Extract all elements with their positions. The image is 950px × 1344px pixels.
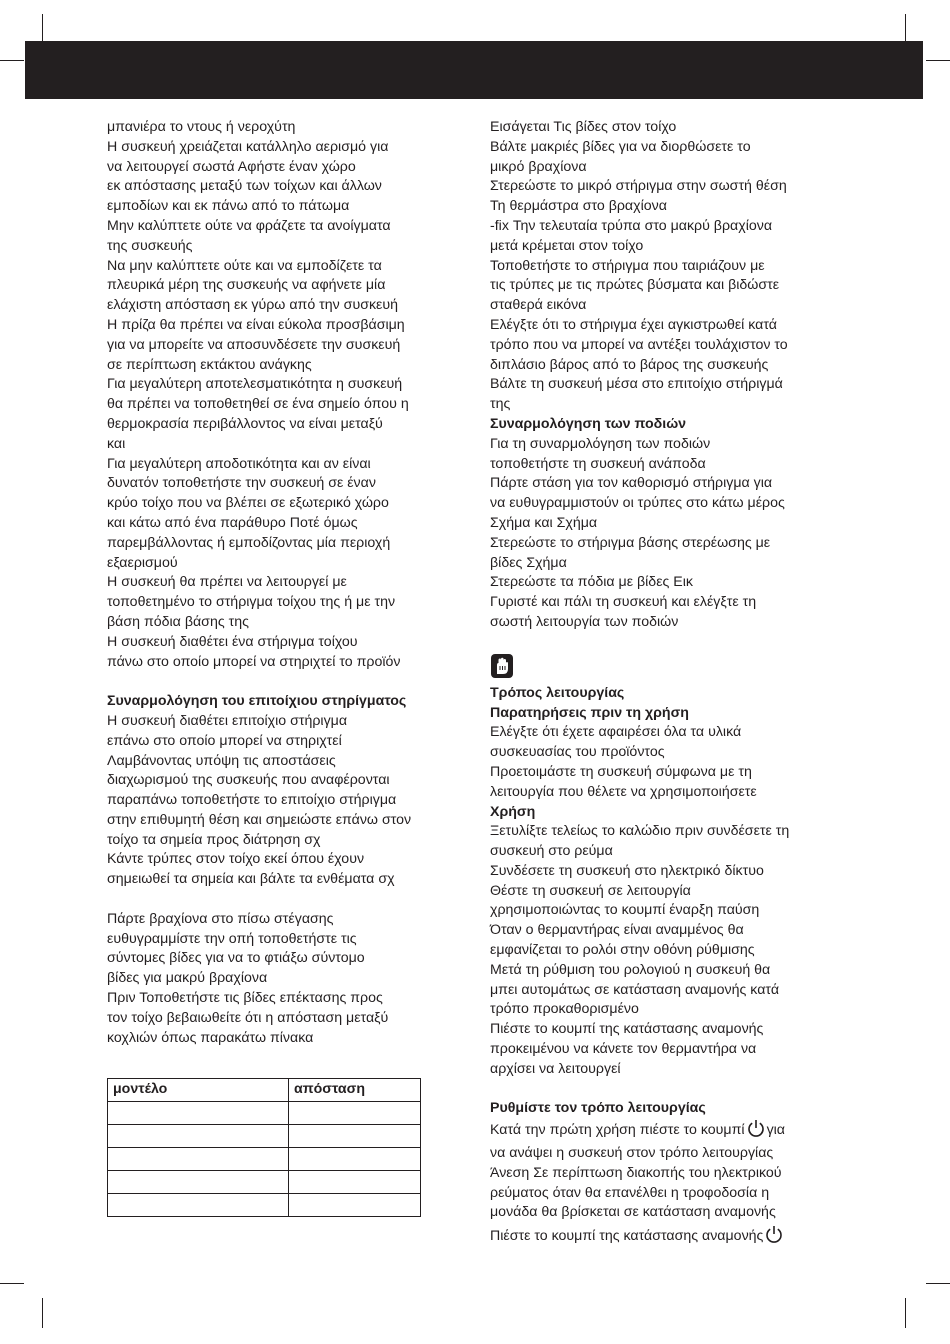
- text-line: παραπάνω τοποθετήστε το επιτοίχιο στήριγμα: [107, 792, 397, 809]
- text-line: Ελέγξτε ότι το στήριγμα έχει αγκιστρωθεί κατά: [490, 316, 777, 333]
- text-line: σύντομες βίδες για να το φτιάξω σύντομο: [107, 950, 365, 967]
- distance-table: [107, 1078, 421, 1217]
- text-line: τον τοίχο βεβαιωθείτε ότι η απόσταση μεταξύ: [107, 1009, 389, 1026]
- text-line: Γυριστέ και πάλι τη συσκευή και ελέγξτε τη: [490, 594, 757, 611]
- text-line: συσκευή στο ρεύμα: [490, 843, 613, 860]
- text-line: παρεμβάλλοντας ή εμποδίζοντας μία περιοχή: [107, 534, 391, 551]
- text-line: εκ απόστασης μεταξύ των τοίχων και άλλων: [107, 178, 382, 195]
- bracket-text: [490, 118, 852, 415]
- text-line: Προετοιμάστε τη συσκευή σύμφωνα με τη: [490, 763, 752, 780]
- power-icon: [747, 1119, 765, 1144]
- table-cell: [289, 1102, 421, 1125]
- text-line: Ελέγξτε ότι έχετε αφαιρέσει όλα τα υλικά: [490, 724, 742, 741]
- text-line: και κάτω από ένα παράθυρο Ποτέ όμως: [107, 514, 358, 531]
- feet-heading: Συναρμολόγηση των ποδιών: [490, 415, 687, 432]
- notes-heading: Παρατηρήσεις πριν τη χρήση: [490, 704, 689, 721]
- notes-text: [490, 723, 852, 802]
- text-line: Σχήμα και Σχήμα: [490, 514, 598, 531]
- use-text: [490, 822, 852, 1079]
- text-line: Πιέστε το κουμπί της κατάστασης αναμονής: [490, 1021, 764, 1038]
- text-line: Η συσκευή θα πρέπει να λειτουργεί με: [107, 574, 347, 591]
- table-cell: [108, 1125, 289, 1148]
- text-line: Μετά τη ρύθμιση του ρολογιού η συσκευή θα: [490, 961, 771, 978]
- text-line: Η συσκευή χρειάζεται κατάλληλο αερισμό για: [107, 138, 389, 155]
- text-line: Στερεώστε το μικρό στήριγμα στην σωστή θέση: [490, 178, 787, 195]
- text-line: μπανιέρα το ντους ή νεροχύτη: [107, 119, 296, 135]
- text-line: Βάλτε τη συσκευή μέσα στο επιτοίχιο στήριγμά: [490, 376, 783, 393]
- left-column: [107, 118, 467, 1217]
- text-line: Τη θερμάστρα στο βραχίονα: [490, 198, 667, 215]
- table-header-row: [108, 1079, 421, 1102]
- table-cell: [108, 1102, 289, 1125]
- text-line: θα πρέπει να τοποθετηθεί σε ένα σημείο όπου η: [107, 396, 409, 413]
- text-line: Μην καλύπτετε ούτε να φράζετε τα ανοίγματα: [107, 217, 391, 234]
- text-line: εμφανίζεται το ρολόι στην οθόνη ρύθμισης: [490, 942, 755, 959]
- text-line: -fix Την τελευταία τρύπα στο μακρύ βραχίονα: [490, 217, 773, 234]
- table-header-distance: απόσταση: [289, 1079, 421, 1102]
- crop-mark: [905, 1298, 906, 1328]
- spacer: [107, 890, 467, 910]
- text-line: και: [107, 435, 126, 452]
- text-line: Κάντε τρύπες στον τοίχο εκεί όπου έχουν: [107, 851, 365, 868]
- left-intro-text: [107, 118, 467, 672]
- text-line: Βάλτε μακριές βίδες για να διορθώσετε το: [490, 138, 751, 155]
- mode-first-text: Κατά την πρώτη χρήση πιέστε το κουμπί: [490, 1122, 745, 1139]
- text-line: Στερεώστε το στήριγμα βάσης στερέωσης με: [490, 534, 771, 551]
- table-cell: [289, 1194, 421, 1217]
- text-line: Για μεγαλύτερη αποδοτικότητα και αν είναι: [107, 455, 371, 472]
- mode-first-suffix: για: [766, 1122, 786, 1139]
- power-icon: [765, 1225, 783, 1250]
- text-line: να ανάψει η συσκευή στον τρόπο λειτουργίας: [490, 1145, 774, 1162]
- text-line: σε περίπτωση εκτάκτου ανάγκης: [107, 356, 312, 373]
- table-row: [108, 1194, 421, 1217]
- operation-heading: Τρόπος λειτουργίας: [490, 684, 625, 701]
- table-row: [108, 1148, 421, 1171]
- text-line: τρόπο που να μπορεί να αντέξει τουλάχιστον το: [490, 336, 788, 353]
- text-line: Λαμβάνοντας υπόψη τις αποστάσεις: [107, 752, 336, 769]
- text-line: Ξετυλίξτε τελείως το καλώδιο πριν συνδέσετε τη: [490, 823, 790, 840]
- text-line: επάνω στο οποίο μπορεί να στηριχτεί: [107, 732, 342, 749]
- text-line: Για μεγαλύτερη αποτελεσματικότητα η συσκευή: [107, 376, 403, 393]
- text-line: διπλάσιο βάρος από το βάρος της συσκευής: [490, 356, 769, 373]
- text-line: Πριν Τοποθετήστε τις βίδες επέκτασης προς: [107, 990, 383, 1007]
- text-line: βίδες για μακρύ βραχίονα: [107, 970, 268, 987]
- text-line: συσκευασίας του προϊόντος: [490, 744, 665, 761]
- standby-line: [490, 1225, 852, 1250]
- text-line: ευθυγραμμίστε την οπή τοποθετήστε τις: [107, 930, 357, 947]
- text-line: μονάδα θα βρίσκεται σε κατάσταση αναμονής: [490, 1204, 776, 1221]
- mode-first-line: [490, 1119, 852, 1144]
- text-line: σημειωθεί τα σημεία και βάλτε τα ενθέματα σχ: [107, 871, 395, 888]
- text-line: Άνεση Σε περίπτωση διακοπής του ηλεκτρικού: [490, 1164, 782, 1181]
- text-line: Θέστε τη συσκευή σε λειτουργία: [490, 882, 691, 899]
- text-line: κοχλιών όπως παρακάτω πίνακα: [107, 1029, 314, 1046]
- text-line: Η συσκευή διαθέτει επιτοίχιο στήριγμα: [107, 712, 348, 729]
- text-line: Η πρίζα θα πρέπει να είναι εύκολα προσβάσιμη: [107, 316, 405, 333]
- text-line: πάνω στο οποίο μπορεί να στηριχτεί το προϊόν: [107, 653, 401, 670]
- text-line: για να μπορείτε να αποσυνδέσετε την συσκευή: [107, 336, 401, 353]
- text-line: τοίχο τα σημεία προς διάτρηση σχ: [107, 831, 321, 848]
- text-line: Η συσκευή διαθέτει ένα στήριγμα τοίχου: [107, 633, 358, 650]
- table-cell: [108, 1171, 289, 1194]
- table-cell: [289, 1171, 421, 1194]
- spacer: [107, 1048, 467, 1068]
- text-line: να λειτουργεί σωστά Αφήστε έναν χώρο: [107, 158, 356, 175]
- right-column: [490, 118, 852, 1250]
- text-line: Πάρτε βραχίονα στο πίσω στέγασης: [107, 910, 334, 927]
- text-line: βάση πόδια βάσης της: [107, 613, 249, 630]
- crop-mark: [42, 14, 43, 44]
- table-header-model: μοντέλο: [108, 1079, 289, 1102]
- text-line: στην επιθυμητή θέση και σημειώστε επάνω στον: [107, 811, 412, 828]
- text-line: μικρό βραχίονα: [490, 158, 587, 175]
- standby-text: Πιέστε το κουμπί της κατάστασης αναμονής: [490, 1228, 764, 1245]
- text-line: λειτουργία που θέλετε να χρησιμοποιήσετε: [490, 783, 757, 800]
- crop-mark: [0, 1283, 24, 1284]
- table-cell: [108, 1148, 289, 1171]
- text-line: Όταν ο θερμαντήρας είναι αναμμένος θα: [490, 922, 744, 939]
- text-line: κρύο τοίχο που να βλέπει σε εξωτερικό χώρο: [107, 495, 389, 512]
- text-line: Να μην καλύπτετε ούτε και να εμποδίζετε τα: [107, 257, 382, 274]
- mode-text: [490, 1144, 852, 1223]
- table-row: [108, 1102, 421, 1125]
- header-bar: [25, 41, 923, 99]
- text-line: τρόπο προκαθορισμένο: [490, 1001, 639, 1018]
- text-line: της: [490, 396, 511, 413]
- table-cell: [289, 1148, 421, 1171]
- text-line: θερμοκρασία περιβάλλοντος να είναι μεταξύ: [107, 415, 383, 432]
- table-row: [108, 1125, 421, 1148]
- text-line: χρησιμοποιώντας το κουμπί έναρξη παύση: [490, 902, 760, 919]
- spacer: [490, 1080, 852, 1100]
- text-line: αρχίσει να λειτουργεί: [490, 1060, 621, 1077]
- text-line: μπει αυτομάτως σε κατάσταση αναμονής κατά: [490, 981, 780, 998]
- feet-text: [490, 435, 852, 633]
- mount-text: [107, 712, 467, 890]
- spacer: [490, 633, 852, 652]
- text-line: Πάρτε στάση για τον καθορισμό στήριγμα για: [490, 475, 773, 492]
- text-line: ελάχιστη απόσταση εκ γύρω από την συσκευή: [107, 297, 399, 314]
- text-line: τις τρύπες με τις πρώτες βύσματα και βιδώστε: [490, 277, 780, 294]
- spacer: [107, 672, 467, 692]
- table-cell: [289, 1125, 421, 1148]
- text-line: τοποθετημένο το στήριγμα τοίχου της ή με την: [107, 594, 396, 611]
- text-line: προκειμένου να κάνετε τον θερμαντήρα να: [490, 1041, 757, 1058]
- mount-text-2: [107, 910, 467, 1049]
- crop-mark: [926, 1283, 950, 1284]
- mount-heading: Συναρμολόγηση του επιτοίχιου στηρίγματος: [107, 693, 407, 710]
- text-line: τοποθετήστε τη συσκευή ανάποδα: [490, 455, 706, 472]
- text-line: Στερεώστε τα πόδια με βίδες Εικ: [490, 574, 694, 591]
- text-line: διαχωρισμού της συσκευής που αναφέρονται: [107, 772, 390, 789]
- text-line: εμποδίων και εκ πάνω από το πάτωμα: [107, 198, 350, 215]
- table-cell: [108, 1194, 289, 1217]
- crop-mark: [926, 60, 950, 61]
- text-line: δυνατόν τοποθετήστε την συσκευή σε έναν: [107, 475, 376, 492]
- text-line: μετά κρέμεται στον τοίχο: [490, 237, 644, 254]
- text-line: σταθερά εικόνα: [490, 297, 587, 314]
- text-line: πλευρικά μέρη της συσκευής να αφήνετε μία: [107, 277, 386, 294]
- text-line: Εισάγεται Τις βίδες στον τοίχο: [490, 119, 677, 135]
- crop-mark: [42, 1298, 43, 1328]
- text-line: ρεύματος όταν θα επανέλθει η τροφοδοσία η: [490, 1184, 770, 1201]
- table-row: [108, 1171, 421, 1194]
- crop-mark: [0, 60, 24, 61]
- text-line: να ευθυγραμμιστούν οι τρύπες στο κάτω μέρος: [490, 495, 785, 512]
- text-line: Για τη συναρμολόγηση των ποδιών: [490, 435, 711, 452]
- text-line: Συνδέσετε τη συσκευή στο ηλεκτρικό δίκτυο: [490, 862, 764, 879]
- text-line: βίδες Σχήμα: [490, 554, 567, 571]
- text-line: σωστή λειτουργία των ποδιών: [490, 613, 679, 630]
- mode-heading: Ρυθμίστε τον τρόπο λειτουργίας: [490, 1100, 706, 1117]
- use-heading: Χρήση: [490, 803, 536, 820]
- text-line: της συσκευής: [107, 237, 193, 254]
- text-line: Τοποθετήστε το στήριγμα που ταιριάζουν με: [490, 257, 765, 274]
- crop-mark: [905, 14, 906, 44]
- hand-icon: [491, 654, 513, 678]
- text-line: εξαερισμού: [107, 554, 178, 571]
